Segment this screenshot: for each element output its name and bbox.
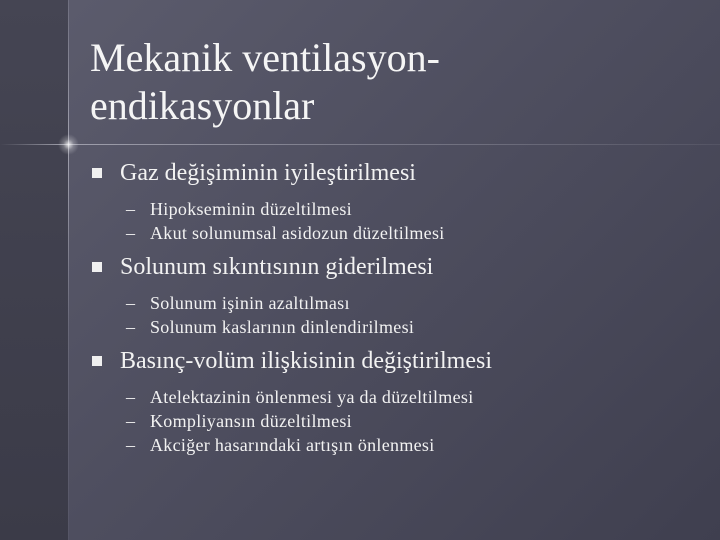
bullet-item bbox=[92, 345, 702, 377]
dash-marker: – bbox=[126, 411, 136, 431]
sub-bullet-text: Akciğer hasarındaki artışın önlenmesi bbox=[150, 435, 435, 455]
bullet-group bbox=[92, 251, 702, 339]
sub-bullet-item bbox=[92, 197, 702, 221]
dash-marker: – bbox=[126, 435, 136, 455]
sub-bullet-text: Akut solunumsal asidozun düzeltilmesi bbox=[150, 223, 445, 243]
bullet-item bbox=[92, 251, 702, 283]
title-line-2: endikasyonlar bbox=[90, 83, 315, 128]
sub-bullet-item bbox=[92, 315, 702, 339]
bullet-group bbox=[92, 157, 702, 245]
sparkle-decoration bbox=[58, 134, 79, 155]
sub-bullet-item bbox=[92, 291, 702, 315]
sub-bullet-item bbox=[92, 409, 702, 433]
slide-title bbox=[90, 34, 700, 130]
sub-bullet-item bbox=[92, 385, 702, 409]
horizontal-rule bbox=[0, 144, 720, 145]
dash-marker: – bbox=[126, 223, 136, 243]
left-band bbox=[0, 0, 68, 540]
sub-bullet-text: Solunum kaslarının dinlendirilmesi bbox=[150, 317, 415, 337]
bullet-text: Solunum sıkıntısının giderilmesi bbox=[120, 254, 434, 280]
sub-bullet-item bbox=[92, 433, 702, 457]
bullet-group bbox=[92, 345, 702, 457]
slide-content bbox=[92, 157, 702, 463]
sub-bullet-text: Atelektazinin önlenmesi ya da düzeltilmesi bbox=[150, 387, 474, 407]
dash-marker: – bbox=[126, 199, 136, 219]
sub-bullet-text: Hipokseminin düzeltilmesi bbox=[150, 199, 352, 219]
dash-marker: – bbox=[126, 317, 136, 337]
sub-bullet-text: Kompliyansın düzeltilmesi bbox=[150, 411, 352, 431]
sub-bullet-item bbox=[92, 221, 702, 245]
square-bullet-icon bbox=[92, 262, 102, 272]
bullet-text: Gaz değişiminin iyileştirilmesi bbox=[120, 160, 416, 186]
vertical-rule bbox=[68, 0, 69, 540]
square-bullet-icon bbox=[92, 168, 102, 178]
bullet-item bbox=[92, 157, 702, 189]
dash-marker: – bbox=[126, 293, 136, 313]
sub-bullet-text: Solunum işinin azaltılması bbox=[150, 293, 350, 313]
dash-marker: – bbox=[126, 387, 136, 407]
title-line-1: Mekanik ventilasyon- bbox=[90, 35, 440, 80]
square-bullet-icon bbox=[92, 356, 102, 366]
bullet-text: Basınç-volüm ilişkisinin değiştirilmesi bbox=[120, 348, 492, 374]
